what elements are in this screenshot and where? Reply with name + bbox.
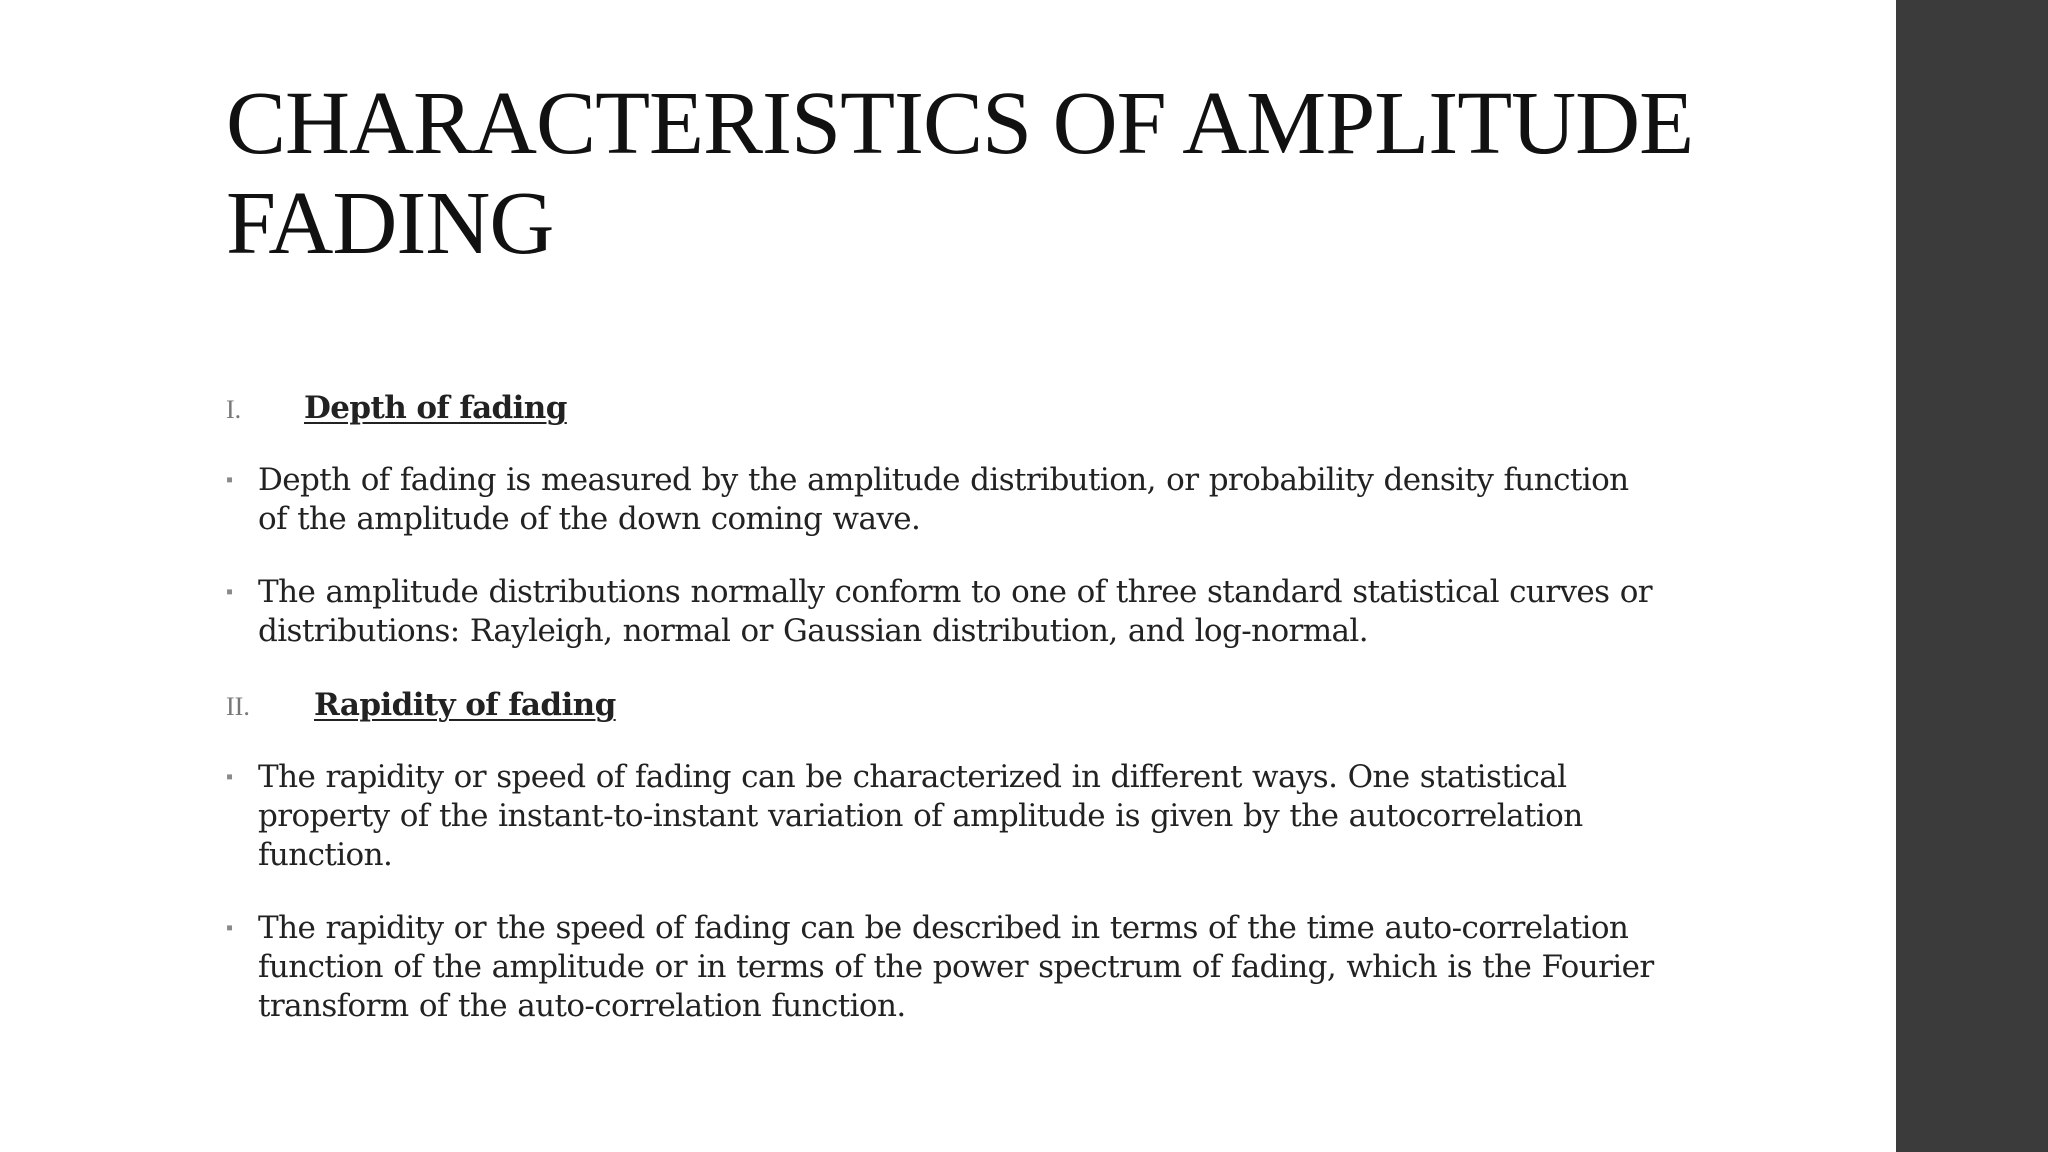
bullet-text: Depth of fading is measured by the amplitude distribution, or probability density function of the amplitude of the down coming wave. <box>258 462 1629 537</box>
bullet-item <box>226 461 1656 539</box>
section-numeral: II. <box>226 692 250 721</box>
section-heading-rapidity <box>226 685 616 727</box>
bullet-text: The amplitude distributions normally conform to one of three standard statistical curves or distributions: Rayleigh, normal or Gaussian distribution, and log-normal. <box>258 574 1653 649</box>
bullet-square-icon: ▪ <box>226 469 234 491</box>
bullet-item <box>226 758 1656 875</box>
side-bar <box>1896 0 2048 1152</box>
bullet-square-icon: ▪ <box>226 917 234 939</box>
section-heading-label: Rapidity of fading <box>314 687 616 723</box>
bullet-item <box>226 909 1656 1026</box>
bullet-item <box>226 573 1656 651</box>
slide-title: CHARACTERISTICS OF AMPLITUDE FADING <box>226 74 1694 273</box>
bullet-square-icon: ▪ <box>226 581 234 603</box>
bullet-text: The rapidity or the speed of fading can be described in terms of the time auto-correlation function of the amplitude or in terms of the power spectrum of fading, which is the Fourier transform of the auto-correlation function. <box>258 910 1654 1024</box>
section-heading-depth <box>226 388 567 430</box>
section-heading-label: Depth of fading <box>304 390 567 426</box>
bullet-square-icon: ▪ <box>226 766 234 788</box>
bullet-text: The rapidity or speed of fading can be characterized in different ways. One statistical property of the instant-to-instant variation of amplitude is given by the autocorrelation function. <box>258 759 1583 873</box>
section-numeral: I. <box>226 395 242 424</box>
